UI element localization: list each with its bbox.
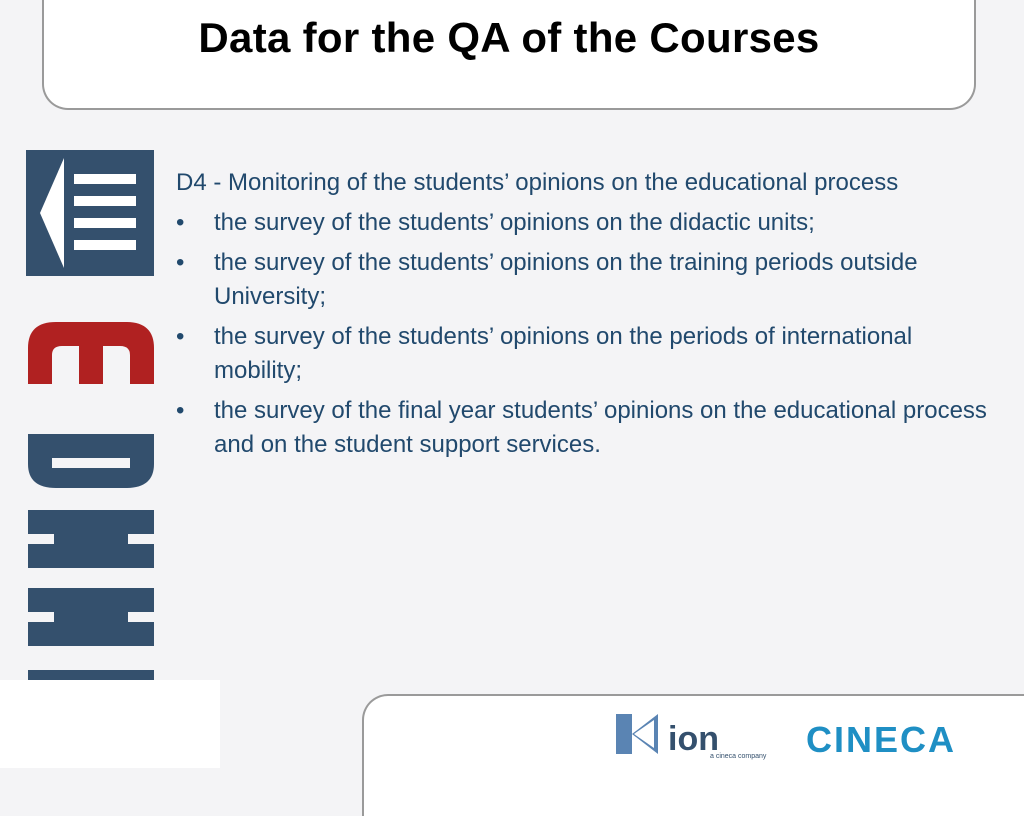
kion-logo: [614, 712, 774, 760]
bullet-marker: •: [176, 397, 185, 424]
bullet-marker: •: [176, 323, 185, 350]
slide-title: Data for the QA of the Courses: [198, 14, 820, 61]
esse3-logo: [26, 150, 158, 740]
svg-text:a cineca company: a cineca company: [710, 753, 767, 760]
svg-text:CINECA: CINECA: [806, 719, 957, 760]
bullet-text: the survey of the students’ opinions on the periods of international mobility;: [214, 323, 913, 384]
cineca-logo: [806, 714, 982, 762]
bullet-text: the survey of the students’ opinions on the didactic units;: [214, 209, 815, 236]
list-item: [176, 246, 996, 314]
title-frame: [42, 0, 976, 110]
list-item: [176, 320, 996, 388]
bullet-marker: •: [176, 209, 185, 236]
bullet-marker: •: [176, 249, 185, 276]
section-heading: D4 - Monitoring of the students’ opinions on the educational process: [176, 169, 899, 196]
list-item: [176, 394, 996, 462]
list-item: [176, 206, 996, 240]
content-area: [176, 166, 996, 468]
svg-text:ion: ion: [668, 720, 719, 758]
bullet-text: the survey of the final year students’ opinions on the educational process and on the student support services.: [214, 397, 987, 458]
bullet-list: [176, 206, 996, 462]
bullet-text: the survey of the students’ opinions on the training periods outside University;: [214, 249, 918, 310]
footer-left-panel: [0, 680, 220, 768]
